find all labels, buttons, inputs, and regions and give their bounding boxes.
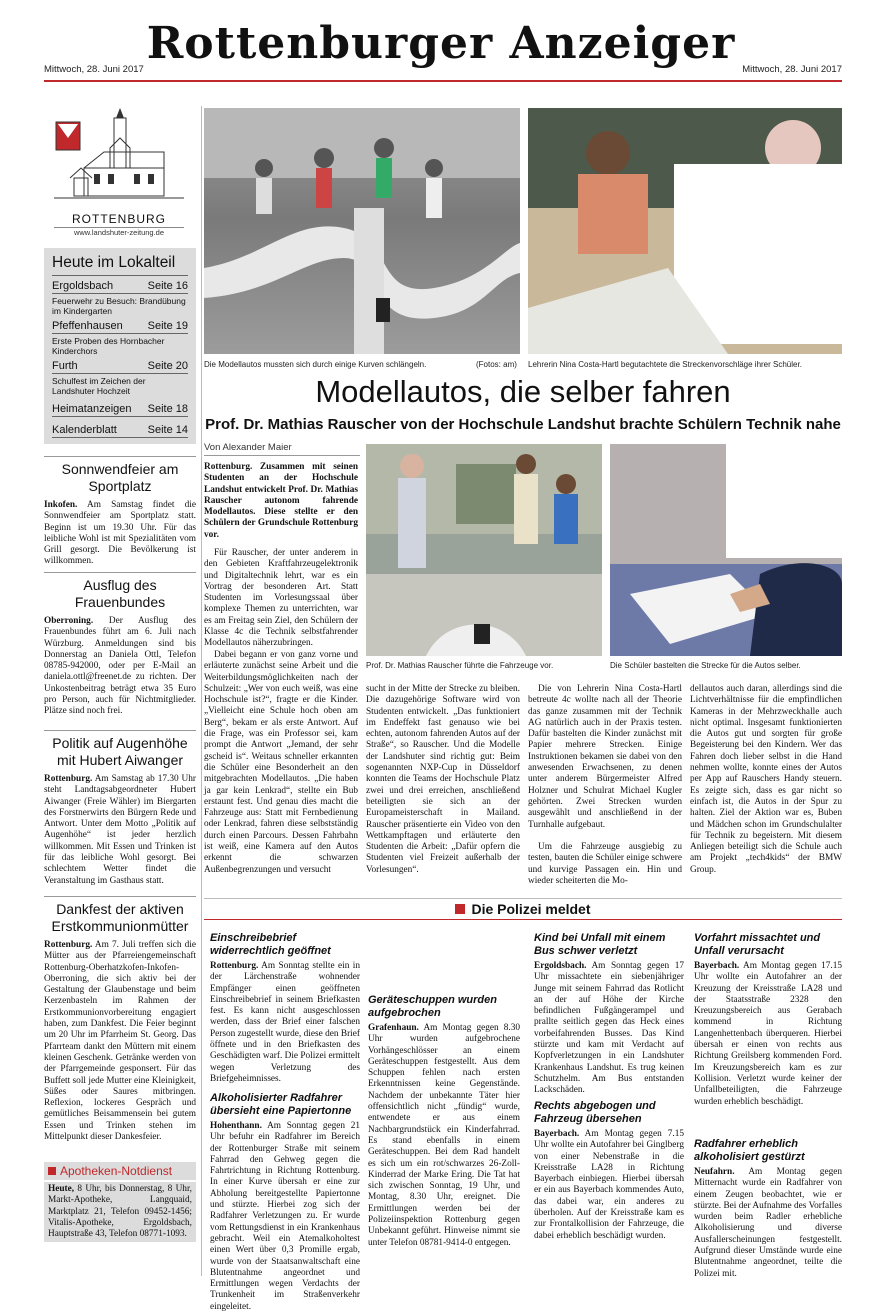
photo-students-crafting [610, 444, 842, 656]
lokalteil-page: Seite 18 [147, 403, 188, 415]
dateline: Rottenburg. [210, 961, 259, 971]
masthead-rule [44, 80, 842, 82]
lokalteil-sub: Feuerwehr zu Besuch: Brandübung im Kindergarten [52, 296, 186, 316]
lokalteil-title: Heute im Lokalteil [52, 254, 188, 276]
sidebar-article [44, 896, 196, 1143]
lokalteil-page: Seite 20 [147, 360, 188, 372]
report-headline: Alkoholisierter Radfahrer übersieht eine Papiertonne [210, 1092, 352, 1117]
sidebar-article [44, 456, 196, 568]
professor-illustration-icon [366, 444, 602, 656]
report-headline: Einschreibebrief widerrechtlich geöffnet [210, 932, 331, 957]
report-headline: Radfahrer erheblich alkoholisiert gestürzt [694, 1138, 805, 1163]
sidebar-article [44, 730, 196, 887]
apotheke-box [44, 1162, 196, 1242]
column-divider [201, 106, 202, 1276]
apotheke-headline: Apotheken-Notdienst [60, 1164, 173, 1178]
lokalteil-place: Furth [52, 360, 78, 372]
dateline: Grafenhaun. [368, 1023, 419, 1033]
lokalteil-place: Pfeffenhausen [52, 320, 123, 332]
photo-credit: (Fotos: am) [476, 360, 517, 369]
article-text: Am Samstag findet die Sonnwendfeier am Sportplatz statt. Beginn ist um 19.30 Uhr. Für das leibliche Wohl ist mit Spezialitäten vom Grill gesorgt. Die Bevölkerung ist willkommen. [44, 500, 196, 567]
photo-caption: Die Schüler bastelten die Strecke für die Autos selber. [610, 661, 801, 670]
dateline: Bayerbach. [694, 961, 740, 971]
article-text: Am Montag gegen 7.15 Uhr wollte ein Autofahrer bei Ginglberg von einer Nebenstraße in die Kreisstraße LA28 in Richtung Bayerbach einbiegen. Hierbei übersah er ein aus Bayerbach kommendes Auto, das dabei war, ein anderes zu überholen. Auf der Kreisstraße kam es zur Frontalkollision der Fahrzeuge, die dabei erheblich beschädigt wurden. [534, 1129, 684, 1241]
dateline: Bayerbach. [534, 1129, 580, 1139]
dateline: Rottenburg. [44, 940, 93, 950]
lokalteil-item[interactable] [52, 319, 188, 356]
dateline: Neufahrn. [694, 1167, 735, 1177]
photo-model-cars-curves [204, 108, 520, 354]
lokalteil-page: Seite 16 [147, 280, 188, 292]
track-illustration-icon [204, 108, 520, 354]
photo-professor [366, 444, 602, 656]
polizei-section-header [204, 898, 842, 920]
lokalteil-place: Heimatanzeigen [52, 403, 132, 415]
lokalteil-sub: Erste Proben des Hornbacher Kinderchors [52, 336, 165, 356]
lokalteil-sub: Schulfest im Zeichen der Landshuter Hochzeit [52, 376, 146, 396]
lokalteil-page: Seite 14 [147, 424, 188, 436]
dateline: Ergoldsbach. [534, 961, 587, 971]
police-report [694, 932, 842, 1108]
lokalteil-box [44, 248, 196, 444]
photo-caption: Prof. Dr. Mathias Rauscher führte die Fahrzeuge vor. [366, 661, 554, 670]
lokalteil-item[interactable] [52, 423, 188, 438]
sidebar-article [44, 572, 196, 718]
police-report [368, 994, 520, 1261]
logo-town: ROTTENBURG [72, 212, 166, 226]
article-text: dellautos auch daran, allerdings sind die Lichtverhältnisse für die empfindlichen Kameras in der Mehrzweckhalle auch nicht optimal. Insgesamt funktionierten die Autos gut und sorgten für große Begeisterung bei den Kindern. Wer das Fahren doch lieber selbst in die Hand nehmen wollte, konnte eines der Autos per App auf Rauschers Handy steuern. Es zeigte sich, dass es gar nicht so einfach ist, die Autos in der Spur zu halten. Ziel der Aktion war es, Buben und Mädchen schon im Grundschulalter für Technik zu begeistern. Mit diesem Anliegen beteiligt sich die Schule auch am Projekt „tech4kids“ der BMW Group. [690, 684, 842, 875]
article-text: Am Montag gegen 17.15 Uhr wollte ein Autofahrer an der Kreuzung der Kreisstraße LA28 und der Staatsstraße 2328 den Kreuzungsbereich aus Gerabach kommend in Richtung Langenhettenbach überqueren. Hierbei übersah er einen von rechts aus Richtung Greilsberg kommenden Ford. Im Kreuzungsbereich kam es zur Kollision. Verletzt wurde keiner der Unfallbeteiligten, die Fahrzeuge wurden erheblich beschädigt. [694, 961, 842, 1107]
article-text: Um die Fahrzeuge ausgiebig zu testen, bauten die Schüler einige schwere und kurvige Passagen ein. Hin und wieder scheiterten die Mo- [528, 842, 682, 886]
report-headline: Vorfahrt missachtet und Unfall verursacht [694, 932, 821, 957]
lokalteil-place: Ergoldsbach [52, 280, 114, 292]
date-left: Mittwoch, 28. Juni 2017 [44, 64, 144, 75]
masthead-title: Rottenburger Anzeiger [146, 18, 736, 69]
article-text: Die von Lehrerin Nina Costa-Hartl betreute 4c wollte nach all der Theorie das ganze zusammen mit der Technik AG natürlich auch in der Praxis testen. Dafür bastelten die Kinder zunächst mit Papier mehrere Strecken. Einige Instruktionen bekamen sie dabei von den anwesenden Erwachsenen, zu denen unter anderem Bürgermeister Alfred Holzner und Schulrat Michael Kugler gehörten. Zwei Strecken wurden ausgewählt und anschließend in der Turnhalle aufgebaut. [528, 684, 682, 830]
article-lead [204, 462, 358, 541]
byline: Von Alexander Maier [204, 442, 360, 456]
dateline: Hohenthann. [210, 1121, 262, 1131]
photo-caption: Die Modellautos mussten sich durch einige Kurven schlängeln. [204, 360, 427, 369]
police-report [534, 932, 684, 1097]
dateline: Rottenburg. [204, 462, 253, 472]
sidebar-headline: Politik auf Augenhöhe mit Hubert Aiwanger [52, 735, 188, 768]
article-text: Am Sonntag gegen 21 Uhr befuhr ein Radfahrer im Bereich der Rottenburger Straße mit seinem Fahrrad den Gehweg gegen die Fahrtrichtung in Richtung Rottenburg. In einer Kurve übersah er eine zur Abholung bereitgestellte Papiertonne und stürzte. Hierbei zog sich der Radfahrer Verletzungen zu. Er wurde vom Rettungsdienst in ein Krankenhaus gebracht. Weil ein Atemalkoholtest einen Wert über 0,3 Promille ergab, wurde von der Staatsanwaltschaft eine Blutentnahme angeordnet und Ermittlungen wegen Verdachts der Trunkenheit im Straßenverkehr eingeleitet. [210, 1121, 360, 1312]
lokalteil-item[interactable] [52, 359, 188, 396]
sidebar-headline: Sonnwendfeier am Sportplatz [61, 461, 179, 494]
logo-url[interactable]: www.landshuter-zeitung.de [54, 227, 184, 237]
photo-caption: Lehrerin Nina Costa-Hartl begutachtete die Streckenvorschläge ihrer Schüler. [528, 360, 802, 369]
main-headline: Modellautos, die selber fahren [315, 374, 731, 409]
dateline: Rottenburg. [44, 774, 93, 784]
police-report [210, 1092, 360, 1312]
article-text: Am Sonntag stellte ein in der Lärchenstraße wohnender Empfänger einen geöffneten Einschreibebrief in seinem Briefkasten fest. Es kann nicht ausgeschlossen werden, dass der Brief einer falschen Person zugestellt wurde, diese den Brief öffnete und in den Briefkasten des Geschädigten warf. Die Polizei ermittelt wegen Verletzung des Briefgeheimnisses. [210, 961, 360, 1084]
dateline: Inkofen. [44, 500, 78, 510]
report-headline: Kind bei Unfall mit einem Bus schwer verletzt [534, 932, 666, 957]
lokalteil-item[interactable] [52, 402, 188, 417]
date-right: Mittwoch, 28. Juni 2017 [742, 64, 842, 75]
dateline: Oberroning. [44, 616, 94, 626]
article-text: Am Montag gegen 8.30 Uhr wurden aufgebrochene Vorhängeschlösser an einem Geräteschuppen festgestellt. Aus dem Schuppen fehlen nach ersten Erkenntnissen keine Gegenstände. Nachdem der unbekannte Täter hier offensichtlich nicht „fündig“ wurde, entwendete er aus einem Nachbargrundstück ein Kinderfahrrad. Es stand ebenfalls in einem Geräteschuppen. Bei dem Rad handelt es sich um ein rot/schwarzes 26-Zoll-Kinderrad der Marke Ering. Die Tat hat sich zwischen Sonntag, 19 Uhr, und Montag, 8.30 Uhr, ereignet. Die Ermittlungen werden bei der Polizeiinspektion Rottenburg gegen Unbekannt geführt. Hinweise nimmt sie unter Telefon 08781-9414-0 entgegen. [368, 1023, 520, 1248]
sidebar-headline: Ausflug des Frauenbundes [74, 577, 166, 610]
article-text: Der Ausflug des Frauenbundes führt am 6. Juli nach Würzburg. Anmeldungen sind bis Donnerstag an Daniela Ottl, Telefon 08785-942000, oder per E-Mail an daniela.ottl@freenet.de zu richten. Der Unkostenbeitrag beträgt etwa 35 Euro pro Person, auch für Nichtmitglieder. Plätze sind noch frei. [44, 616, 196, 717]
police-report [210, 932, 360, 1085]
square-bullet-icon [48, 1167, 56, 1175]
main-subhead: Prof. Dr. Mathias Rauscher von der Hochschule Landshut brachte Schülern Technik nahe [205, 416, 841, 433]
square-bullet-icon [455, 904, 465, 914]
article-text: Dabei begann er von ganz vorne und erläuterte zunächst seine Arbeit und die Weiterbildungsmöglichkeiten nach der Schulzeit: „Wer von euch weiß, was eine Hochschule ist?“, fragte er die Kinder. „Vielleicht eine Schule hoch oben am Berg“, bekam er als erste Antwort. Auf die Frage, was ein Professor sei, kam prompt die Antwort „Jemand, der sehr gscheid is“. Weitaus schneller erkannten die Schüler eine Besonderheit an den mitgebrachten Modellautos. „Die haben ja gar kein Lenkrad“, stellte ein Bub erstaunt fest. Und genau dies macht die Fahrzeuge aus: Statt mit Fernbedienung oder Lenkrad, fahren diese selbstständig durch einen Parcours. Dessen Fahrbahn ist weiß, eine Kamera auf den Autos erkennt die schwarzen Außenbegrenzungen und versucht [204, 650, 358, 875]
article-text: Zusammen mit seinen Studenten an der Hochschule Landshut entwickelt Prof. Dr. Mathias Rauscher autonom fahrende Modellautos. Diese stellte er den Schülern der Grundschule Rottenburg vor. [204, 462, 358, 540]
article-text: Für Rauscher, der unter anderem in den Gebieten Kraftfahrzeugelektronik und Digitaltechnik lehrt, war es ein Vortrag der besonderen Art. Statt Studenten im Vorlesungssaal über komplexe Themen zu unterrichten, war es am Freitag sein Ziel, den Schülern der Klasse 4c die Technik selbstfahrender Modellautos näherzubringen. [204, 548, 358, 649]
photo-teacher [528, 108, 842, 354]
article-text: Am 7. Juli treffen sich die Mütter aus der Pfarreiengemeinschaft Rottenburg-Oberhatzkofen-Inkofen-Oberroning, die sich aktiv bei der Gestaltung der Glaubenstage und beim Kerzenbasteln im Rahmen der Erstkommunionvorbereitung engagiert haben, zum Dankfest. Die Feier beginnt um 20 Uhr im Pfarrheim St. Georg. Das Pfarrteam dankt den Müttern mit einem kleinen Geschenk. Getränke werden von der Pfarrgemeinde gesponsert. Für das Buffett soll jede Mutter eine Kleinigkeit, Süßes oder Saures mitbringen. Reflexion, lockeres Gespräch und gemütliches Beisammensein bei gutem Essen und Trinken stehen im Mittelpunkt dieser Dankesfeier. [44, 940, 196, 1143]
lokalteil-place: Kalenderblatt [52, 424, 117, 436]
polizei-section-title: Die Polizei meldet [471, 901, 591, 917]
article-text: Am Samstag ab 17.30 Uhr steht Landtagsabgeordneter Hubert Aiwanger (Freie Wähler) im Biergarten des Forstnerwirts den Bürgern Rede und Antwort. Unter dem Motto „Politik auf Augenhöhe“ ist jeder herzlich willkommen. Mit Essen und Trinken ist für das leibliche Wohl gesorgt. Bei schlechtem Wetter findet die Veranstaltung im Gasthaus statt. [44, 774, 196, 886]
lokalteil-item[interactable] [52, 279, 188, 316]
article-text: Am Montag gegen Mitternacht wurde ein Radfahrer von einem Zeugen beobachtet, wie er stürzte. Bei der Aufnahme des Vorfalles wurden beim Radler erhebliche Alkoholisierung und diverse Ausfallerscheinungen festgestellt. Aufgrund dieser Umstände wurde eine Blutentnahme angeordnet, teilte die Polizei mit. [694, 1167, 842, 1279]
police-report [534, 1100, 684, 1242]
church-illustration-icon [44, 108, 194, 206]
article-text: sucht in der Mitte der Strecke zu bleiben. Die dazugehörige Software wird von Studenten entwickelt. „Das funktioniert im Endeffekt fast genauso wie bei echten, autonom fahrenden Autos auf der Straße“, so Rauscher. Und die Modelle der Landshuter sind richtig gut: Beim sogenannten NXP-Cup in Düsseldorf konnten die Teams der Hochschule Platz zwei und drei erreichen, anschließend beteiligten sie sich an der Europameisterschaft in Mailand. Rauscher präsentierte ein Video von den Wettkampftagen und erläuterte den Studenten die Arbeit: „Dafür opfern die Studenten viel Freizeit außerhalb der Vorlesungen“. [366, 684, 520, 875]
police-report [694, 1138, 842, 1280]
article-text: Am Sonntag gegen 17 Uhr missachtete ein siebenjähriger Junge mit seinem Fahrrad das Rotlicht an der auf Höhe der Kirche befindlichen Fußgängerampel und prallte seitlich gegen das Heck eines vorbeifahrenden Busses. Das Kind stürzte und kam mit Verdacht auf Kopfverletzungen in ein Landshuter Krankenhaus Landshut. Es trug keinen Schutzhelm. Am Bus entstanden Lackschäden. [534, 961, 684, 1096]
sidebar-headline: Dankfest der aktiven Erstkommunionmütter [51, 901, 189, 934]
dateline: Heute, [48, 1184, 75, 1194]
crafting-illustration-icon [610, 444, 842, 656]
town-logo [44, 108, 194, 238]
report-headline: Rechts abgebogen und Fahrzeug übersehen [534, 1100, 656, 1125]
report-headline: Geräteschuppen wurden aufgebrochen [368, 994, 497, 1019]
article-text: 8 Uhr, bis Donnerstag, 8 Uhr, Markt-Apotheke, Langquaid, Marktplatz 21, Telefon 09452-1456; Vitalis-Apotheke, Ergoldsbach, Hauptstraße 43, Telefon 08771-1093. [48, 1184, 192, 1240]
classroom-illustration-icon [528, 108, 842, 354]
lokalteil-page: Seite 19 [147, 320, 188, 332]
